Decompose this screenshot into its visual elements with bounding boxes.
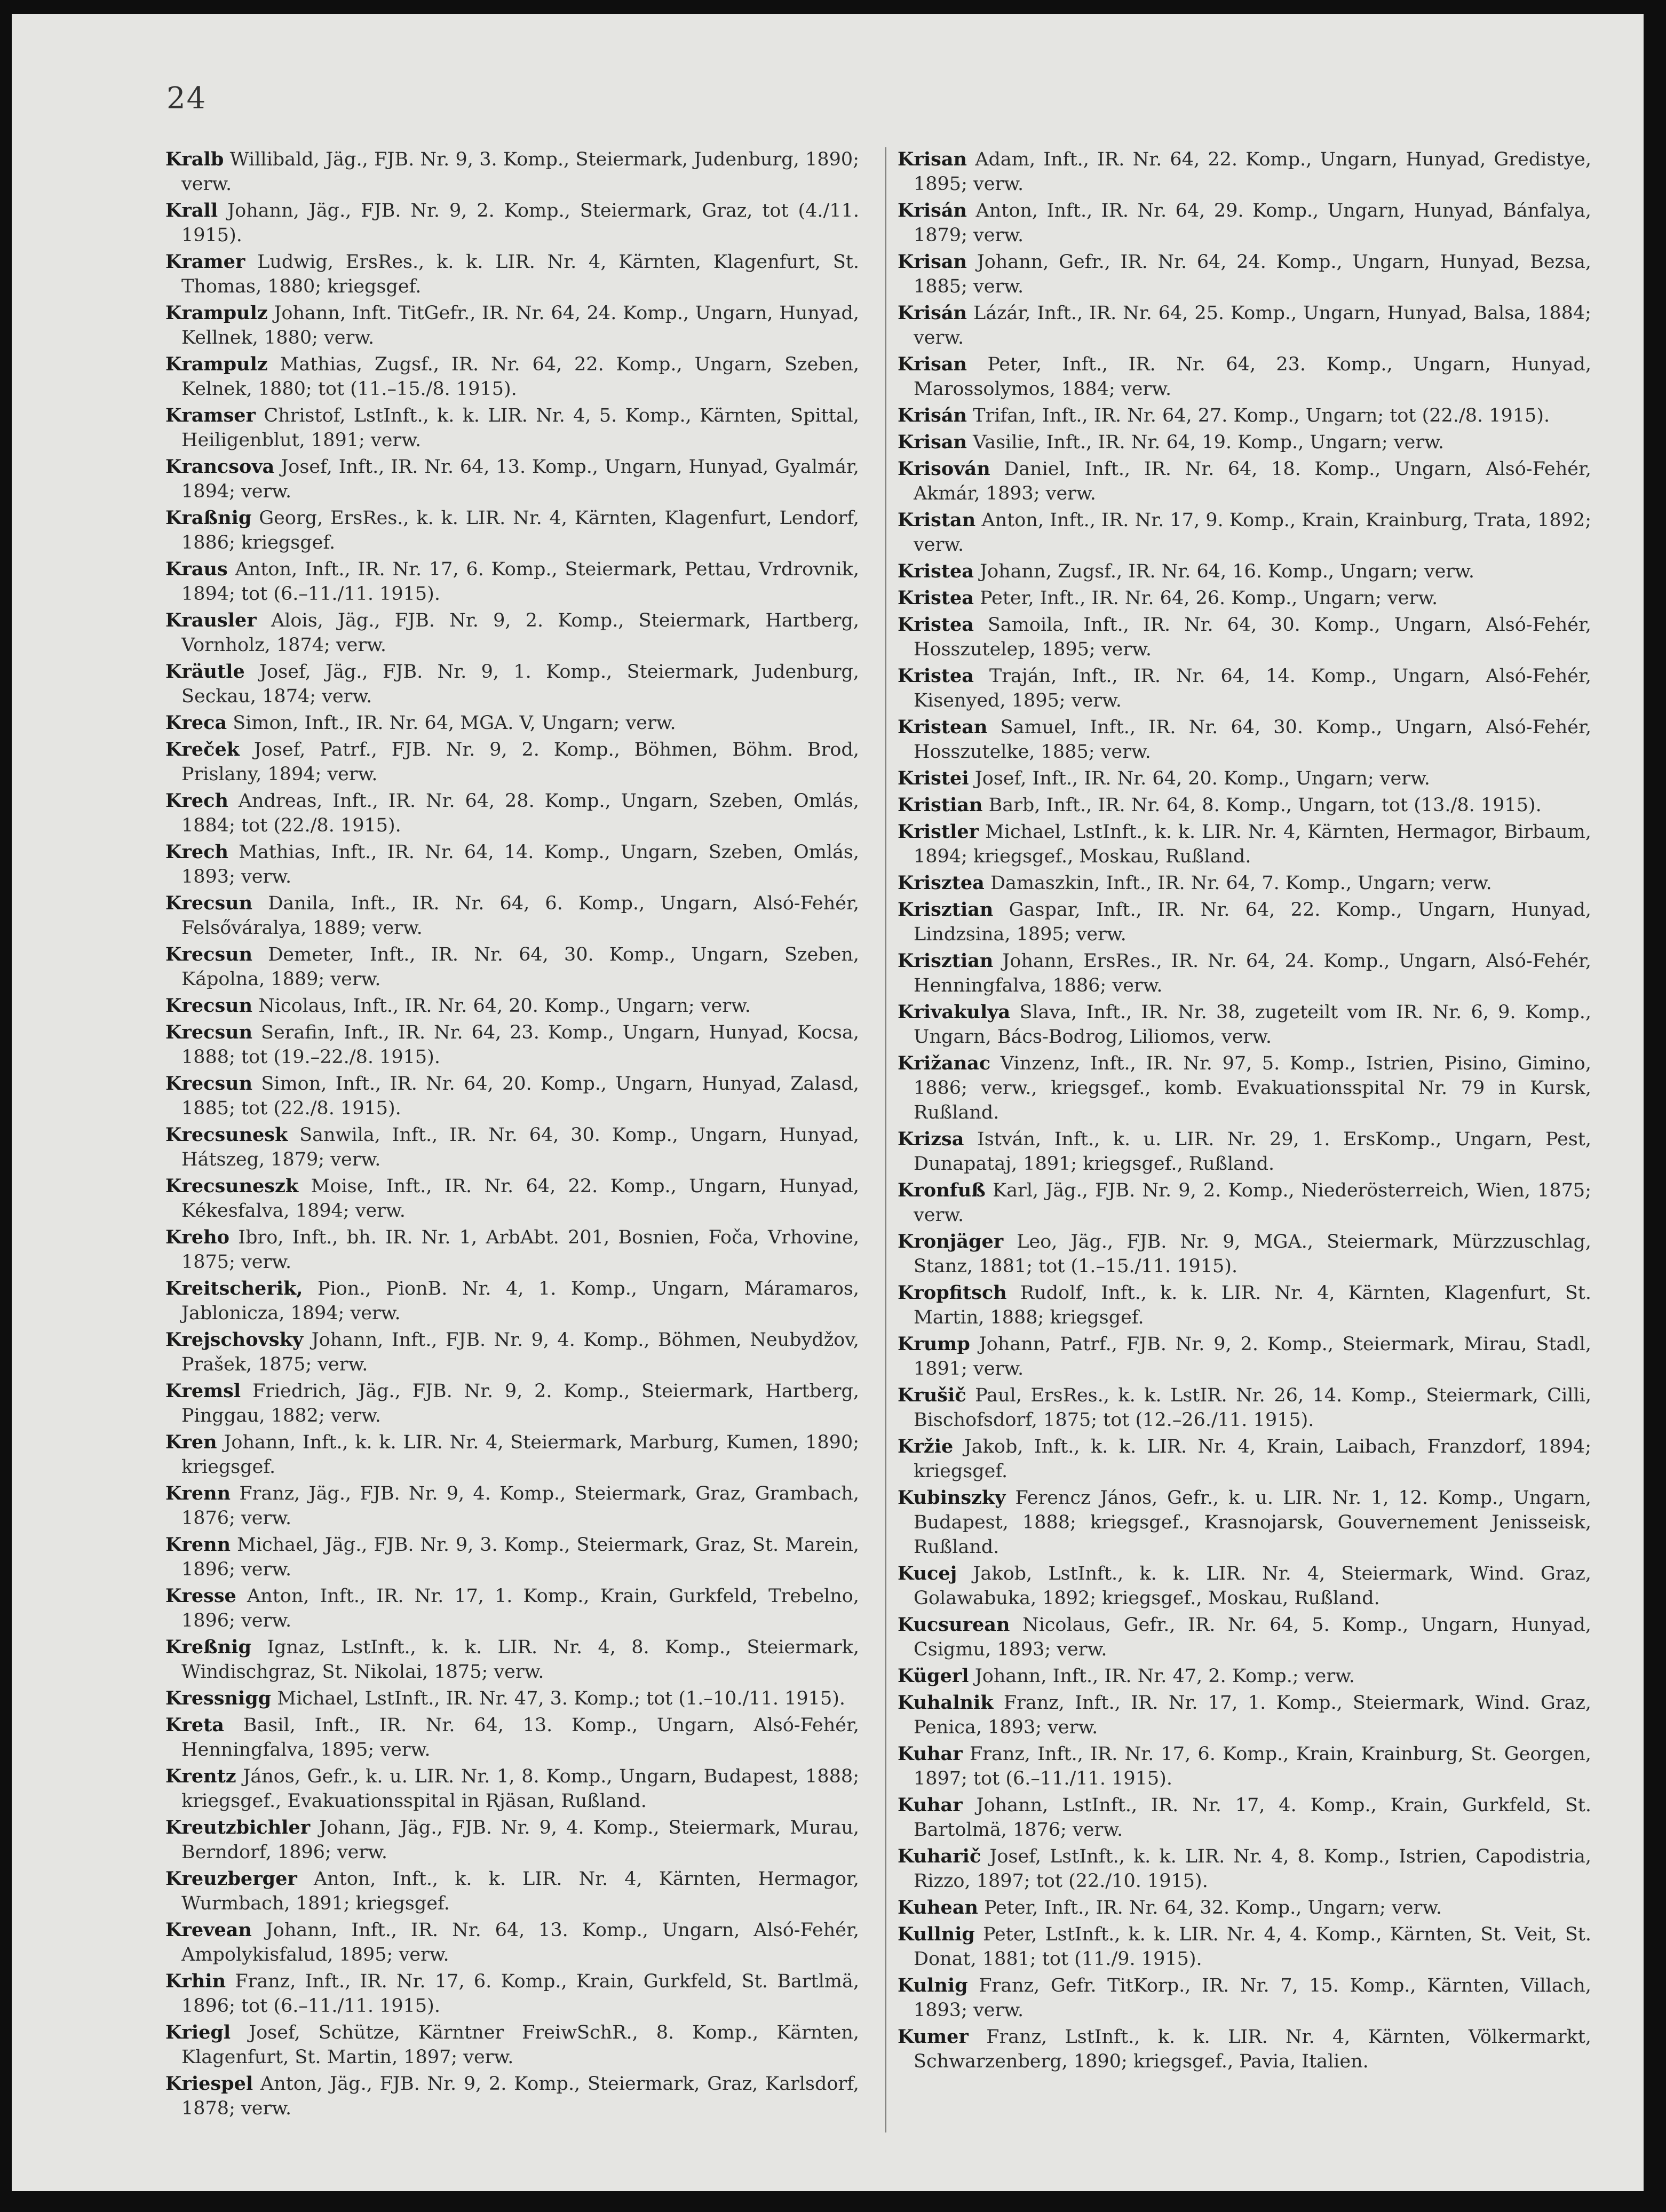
entry-details: Peter, Inft., IR. Nr. 64, 26. Komp., Ungarn; verw. xyxy=(980,588,1438,609)
entry-name: Kreitscherik, xyxy=(165,1278,303,1299)
entry-name: Kreta xyxy=(165,1714,224,1736)
entry-name: Krisán xyxy=(898,302,967,324)
entry-name: Kropfitsch xyxy=(898,1282,1007,1304)
entry-details: Moise, Inft., IR. Nr. 64, 22. Komp., Ungarn, Hunyad, Kékesfalva, 1894; verw. xyxy=(181,1176,859,1222)
entry-name: Krecsun xyxy=(165,892,253,914)
entry-name: Kristian xyxy=(898,794,983,816)
entry-details: Josef, Inft., IR. Nr. 64, 13. Komp., Ungarn, Hunyad, Gyalmár, 1894; verw. xyxy=(181,456,859,502)
entry-name: Kreutzbichler xyxy=(165,1817,311,1838)
entry xyxy=(165,2072,859,2121)
entry-name: Kremsl xyxy=(165,1380,241,1402)
entry-details: Johann, Patrf., FJB. Nr. 9, 2. Komp., Steiermark, Mirau, Stadl, 1891; verw. xyxy=(914,1334,1591,1379)
entry xyxy=(165,2020,859,2070)
entry xyxy=(898,820,1591,869)
entry xyxy=(898,1281,1591,1330)
entry-details: Michael, LstInft., k. k. LIR. Nr. 4, Kärnten, Hermagor, Birbaum, 1894; kriegsgef., Moskau, Rußland. xyxy=(914,821,1591,867)
entry xyxy=(165,840,859,889)
entry-details: Anton, Inft., k. k. LIR. Nr. 4, Kärnten, Hermagor, Wurmbach, 1891; kriegsgef. xyxy=(181,1868,859,1914)
entry-name: Kullnig xyxy=(898,1923,975,1945)
entry-details: Josef, Patrf., FJB. Nr. 9, 2. Komp., Böhmen, Böhm. Brod, Prislany, 1894; verw. xyxy=(181,739,859,785)
entry xyxy=(165,147,859,196)
entry-details: Daniel, Inft., IR. Nr. 64, 18. Komp., Ungarn, Alsó-Fehér, Akmár, 1893; verw. xyxy=(914,458,1591,504)
entry-details: Ferencz János, Gefr., k. u. LIR. Nr. 1, 12. Komp., Ungarn, Budapest, 1888; kriegsgef., Krasnojarsk, Gouvernement Jenisseisk, Rußland. xyxy=(914,1487,1591,1558)
entry-details: Ludwig, ErsRes., k. k. LIR. Nr. 4, Kärnten, Klagenfurt, St. Thomas, 1880; kriegsgef. xyxy=(181,251,859,297)
entry xyxy=(898,1844,1591,1893)
entry-name: Kumer xyxy=(898,2026,969,2048)
entry-details: Johann, Inft., IR. Nr. 47, 2. Komp.; verw. xyxy=(974,1666,1355,1687)
entry-name: Kressnigg xyxy=(165,1687,272,1709)
entry-name: Kristea xyxy=(898,665,974,687)
entry-name: Krisován xyxy=(898,458,990,480)
entry-name: Kristea xyxy=(898,587,974,609)
entry-details: Simon, Inft., IR. Nr. 64, 20. Komp., Ungarn, Hunyad, Zalasd, 1885; tot (22./8. 1915). xyxy=(181,1073,859,1119)
entry xyxy=(898,586,1591,611)
entry-name: Kreca xyxy=(165,712,227,734)
entry-name: Krecsun xyxy=(165,995,253,1017)
entry-details: Georg, ErsRes., k. k. LIR. Nr. 4, Kärnten, Klagenfurt, Lendorf, 1886; kriegsgef. xyxy=(181,508,859,553)
entry-name: Krušič xyxy=(898,1384,966,1406)
entry xyxy=(898,1332,1591,1381)
entry-details: Karl, Jäg., FJB. Nr. 9, 2. Komp., Niederösterreich, Wien, 1875; verw. xyxy=(914,1180,1591,1226)
page-number: 24 xyxy=(166,81,207,116)
entry xyxy=(165,1533,859,1582)
entry-details: Pion., PionB. Nr. 4, 1. Komp., Ungarn, Máramaros, Jablonicza, 1894; verw. xyxy=(181,1278,859,1324)
entry-name: Kuhar xyxy=(898,1794,963,1816)
entry-details: Samoila, Inft., IR. Nr. 64, 30. Komp., Ungarn, Alsó-Fehér, Hosszutelep, 1895; verw. xyxy=(914,614,1591,660)
entry-details: Lázár, Inft., IR. Nr. 64, 25. Komp., Ungarn, Hunyad, Balsa, 1884; verw. xyxy=(914,303,1591,348)
entry-name: Kucej xyxy=(898,1563,957,1584)
entry xyxy=(898,898,1591,947)
entry xyxy=(898,1922,1591,1971)
entry-name: Kristean xyxy=(898,716,988,738)
right-column xyxy=(898,147,1591,2076)
entry xyxy=(165,1277,859,1326)
entry xyxy=(165,660,859,709)
entry xyxy=(165,891,859,940)
entry-details: Friedrich, Jäg., FJB. Nr. 9, 2. Komp., Steiermark, Hartberg, Pinggau, 1882; verw. xyxy=(181,1381,859,1426)
entry xyxy=(898,1973,1591,2023)
entry-name: Krisan xyxy=(898,353,967,375)
entry-details: Johann, LstInft., IR. Nr. 17, 4. Komp., Krain, Gurkfeld, St. Bartolmä, 1876; verw. xyxy=(914,1795,1591,1841)
entry-details: Franz, Gefr. TitKorp., IR. Nr. 7, 15. Komp., Kärnten, Villach, 1893; verw. xyxy=(914,1975,1591,2021)
entry-details: Ibro, Inft., bh. IR. Nr. 1, ArbAbt. 201, Bosnien, Foča, Vrhovine, 1875; verw. xyxy=(181,1227,859,1273)
entry-name: Kuhalnik xyxy=(898,1692,994,1714)
entry xyxy=(898,1561,1591,1611)
entry-details: Mathias, Zugsf., IR. Nr. 64, 22. Komp., Ungarn, Szeben, Kelnek, 1880; tot (11.–15./8. 1915). xyxy=(181,354,859,400)
entry xyxy=(898,1664,1591,1688)
entry-details: Franz, Jäg., FJB. Nr. 9, 4. Komp., Steiermark, Graz, Grambach, 1876; verw. xyxy=(181,1483,859,1529)
entry xyxy=(898,949,1591,998)
entry xyxy=(165,1815,859,1865)
entry-details: Michael, Jäg., FJB. Nr. 9, 3. Komp., Steiermark, Graz, St. Marein, 1896; verw. xyxy=(181,1534,859,1580)
entry xyxy=(898,613,1591,662)
entry-name: Kucsurean xyxy=(898,1614,1010,1636)
entry-name: Krampulz xyxy=(165,353,268,375)
entry-name: Krenn xyxy=(165,1482,231,1504)
entry-name: Kräutle xyxy=(165,661,245,683)
entry-name: Kronjäger xyxy=(898,1231,1004,1252)
entry-name: Krenn xyxy=(165,1534,231,1556)
entry xyxy=(898,1000,1591,1049)
entry-name: Kreuzberger xyxy=(165,1868,297,1890)
entry-details: Paul, ErsRes., k. k. LstIR. Nr. 26, 14. Komp., Steiermark, Cilli, Bischofsdorf, 1875; tot (12.–26./11. 1915). xyxy=(914,1385,1591,1431)
entry-details: Peter, Inft., IR. Nr. 64, 32. Komp., Ungarn; verw. xyxy=(984,1897,1442,1918)
entry xyxy=(898,403,1591,428)
entry xyxy=(165,1764,859,1813)
entry xyxy=(165,711,859,735)
entry-name: Krump xyxy=(898,1333,970,1355)
entry-name: Kramser xyxy=(165,405,256,426)
entry xyxy=(165,789,859,838)
entry-name: Kraus xyxy=(165,558,228,580)
entry xyxy=(898,1051,1591,1125)
entry-details: Johann, Inft., FJB. Nr. 9, 4. Komp., Böhmen, Neubydžov, Prašek, 1875; verw. xyxy=(181,1329,859,1375)
entry-name: Kuhean xyxy=(898,1897,978,1918)
entry xyxy=(898,250,1591,299)
entry-name: Krisán xyxy=(898,405,967,426)
entry-name: Krech xyxy=(165,790,228,812)
entry xyxy=(898,1691,1591,1740)
entry-details: Johann, ErsRes., IR. Nr. 64, 24. Komp., Ungarn, Alsó-Fehér, Henningfalva, 1886; verw. xyxy=(914,950,1591,996)
entry-name: Kralb xyxy=(165,148,224,170)
entry-name: Krecsun xyxy=(165,944,253,965)
entry xyxy=(165,250,859,299)
entry-name: Kren xyxy=(165,1431,217,1453)
entry-details: Sanwila, Inft., IR. Nr. 64, 30. Komp., Ungarn, Hunyad, Hátszeg, 1879; verw. xyxy=(181,1124,859,1170)
entry-name: Kreček xyxy=(165,739,240,760)
entry-name: Krentz xyxy=(165,1765,236,1787)
entry-name: Križanac xyxy=(898,1052,991,1074)
entry xyxy=(165,1174,859,1223)
entry-name: Krausler xyxy=(165,609,257,631)
entry-details: János, Gefr., k. u. LIR. Nr. 1, 8. Komp., Ungarn, Budapest, 1888; kriegsgef., Evakuationsspital in Rjäsan, Rußland. xyxy=(181,1766,859,1812)
entry-name: Krisztian xyxy=(898,899,994,921)
entry xyxy=(165,506,859,555)
entry-details: Damaszkin, Inft., IR. Nr. 64, 7. Komp., Ungarn; verw. xyxy=(990,873,1492,894)
entry xyxy=(898,301,1591,350)
entry-name: Krevean xyxy=(165,1919,252,1941)
entry xyxy=(165,738,859,787)
entry xyxy=(165,994,859,1018)
entry-name: Kuharič xyxy=(898,1845,981,1867)
entry xyxy=(898,2025,1591,2074)
entry-details: Jakob, Inft., k. k. LIR. Nr. 4, Krain, Laibach, Franzdorf, 1894; kriegsgef. xyxy=(914,1436,1591,1482)
entry xyxy=(165,1430,859,1479)
entry-name: Krecsunesk xyxy=(165,1124,288,1146)
entry-details: Josef, Jäg., FJB. Nr. 9, 1. Komp., Steiermark, Judenburg, Seckau, 1874; verw. xyxy=(181,661,859,707)
entry-details: Leo, Jäg., FJB. Nr. 9, MGA., Steiermark, Mürzzuschlag, Stanz, 1881; tot (1.–15./11. 1915). xyxy=(914,1231,1591,1277)
entry-name: Kügerl xyxy=(898,1665,969,1687)
entry-name: Kreßnig xyxy=(165,1636,251,1658)
entry-details: Johann, Inft., k. k. LIR. Nr. 4, Steiermark, Marburg, Kumen, 1890; kriegsgef. xyxy=(181,1432,859,1478)
entry-details: Franz, Inft., IR. Nr. 17, 1. Komp., Steiermark, Wind. Graz, Penica, 1893; verw. xyxy=(914,1692,1591,1738)
entry-name: Kristea xyxy=(898,560,974,582)
entry-name: Kulnig xyxy=(898,1975,968,1996)
left-column xyxy=(165,147,859,2123)
entry-name: Krecsun xyxy=(165,1021,253,1043)
entry-details: Johann, Inft. TitGefr., IR. Nr. 64, 24. Komp., Ungarn, Hunyad, Kellnek, 1880; verw. xyxy=(181,303,859,348)
entry-details: Peter, LstInft., k. k. LIR. Nr. 4, 4. Komp., Kärnten, St. Veit, St. Donat, 1881; tot (11./9. 1915). xyxy=(914,1924,1591,1970)
entry xyxy=(898,508,1591,557)
entry-name: Krecsun xyxy=(165,1073,253,1095)
entry-details: Anton, Jäg., FJB. Nr. 9, 2. Komp., Steiermark, Graz, Karlsdorf, 1878; verw. xyxy=(181,2073,859,2119)
entry xyxy=(898,1486,1591,1559)
entry-name: Kržie xyxy=(898,1436,954,1457)
entry-name: Kresse xyxy=(165,1585,236,1607)
entry-details: Rudolf, Inft., k. k. LIR. Nr. 4, Kärnten, Klagenfurt, St. Martin, 1888; kriegsgef. xyxy=(914,1282,1591,1328)
entry-name: Kriegl xyxy=(165,2021,231,2043)
entry xyxy=(165,403,859,453)
entry-details: Basil, Inft., IR. Nr. 64, 13. Komp., Ungarn, Alsó-Fehér, Henningfalva, 1895; verw. xyxy=(181,1715,859,1761)
entry-name: Kramer xyxy=(165,251,245,273)
entry xyxy=(898,1742,1591,1791)
entry xyxy=(898,430,1591,455)
entry xyxy=(165,608,859,657)
entry xyxy=(898,559,1591,584)
entry-name: Kreho xyxy=(165,1226,229,1248)
entry xyxy=(898,1434,1591,1484)
entry xyxy=(165,1379,859,1428)
entry xyxy=(165,1584,859,1633)
entry-details: Nicolaus, Inft., IR. Nr. 64, 20. Komp., Ungarn; verw. xyxy=(258,995,751,1017)
entry-details: Andreas, Inft., IR. Nr. 64, 28. Komp., Ungarn, Szeben, Omlás, 1884; tot (22./8. 1915). xyxy=(181,790,859,836)
entry-name: Krisztea xyxy=(898,872,985,894)
entry-name: Kristan xyxy=(898,509,976,531)
entry xyxy=(165,1123,859,1172)
entry-name: Kristler xyxy=(898,821,979,843)
entry xyxy=(165,1225,859,1274)
entry xyxy=(165,199,859,248)
entry-name: Krhin xyxy=(165,1970,226,1992)
entry-details: Slava, Inft., IR. Nr. 38, zugeteilt vom IR. Nr. 6, 9. Komp., Ungarn, Bács-Bodrog, Liliomos, verw. xyxy=(914,1002,1591,1048)
entry-details: Christof, LstInft., k. k. LIR. Nr. 4, 5. Komp., Kärnten, Spittal, Heiligenblut, 1891; verw. xyxy=(181,405,859,451)
entry-details: Franz, LstInft., k. k. LIR. Nr. 4, Kärnten, Völkermarkt, Schwarzenberg, 1890; kriegsgef., Pavia, Italien. xyxy=(914,2026,1591,2072)
entry-name: Krisan xyxy=(898,148,967,170)
entry xyxy=(165,352,859,401)
entry-name: Krizsa xyxy=(898,1128,964,1150)
entry-name: Krisan xyxy=(898,251,967,273)
entry-details: Franz, Inft., IR. Nr. 17, 6. Komp., Krain, Krainburg, St. Georgen, 1897; tot (6.–11./11. 1915). xyxy=(914,1743,1591,1789)
entry-details: Alois, Jäg., FJB. Nr. 9, 2. Komp., Steiermark, Hartberg, Vornholz, 1874; verw. xyxy=(181,610,859,656)
entry-details: Josef, LstInft., k. k. LIR. Nr. 4, 8. Komp., Istrien, Capodistria, Rizzo, 1897; tot (22./10. 1915). xyxy=(914,1846,1591,1892)
entry xyxy=(898,793,1591,818)
entry xyxy=(165,301,859,350)
entry-details: Mathias, Inft., IR. Nr. 64, 14. Komp., Ungarn, Szeben, Omlás, 1893; verw. xyxy=(181,842,859,887)
entry-name: Krancsova xyxy=(165,456,275,478)
entry-details: Ignaz, LstInft., k. k. LIR. Nr. 4, 8. Komp., Steiermark, Windischgraz, St. Nikolai, 1875; verw. xyxy=(181,1637,859,1683)
entry-name: Kubinszky xyxy=(898,1487,1006,1509)
entry-details: Simon, Inft., IR. Nr. 64, MGA. V, Ungarn; verw. xyxy=(233,712,676,734)
entry xyxy=(898,1613,1591,1662)
entry xyxy=(165,942,859,992)
entry-details: Michael, LstInft., IR. Nr. 47, 3. Komp.; tot (1.–10./11. 1915). xyxy=(277,1688,845,1709)
entry-details: Josef, Inft., IR. Nr. 64, 20. Komp., Ungarn; verw. xyxy=(974,768,1430,789)
entry-details: Barb, Inft., IR. Nr. 64, 8. Komp., Ungarn, tot (13./8. 1915). xyxy=(988,795,1542,816)
entry xyxy=(898,715,1591,764)
entry-name: Krech xyxy=(165,841,228,863)
entry-details: Anton, Inft., IR. Nr. 17, 9. Komp., Krain, Krainburg, Trata, 1892; verw. xyxy=(914,510,1591,556)
entry-details: Adam, Inft., IR. Nr. 64, 22. Komp., Ungarn, Hunyad, Gredistye, 1895; verw. xyxy=(914,149,1591,195)
entry xyxy=(898,664,1591,713)
entry xyxy=(165,1481,859,1531)
entry-name: Kriespel xyxy=(165,2073,253,2095)
entry-name: Krejschovsky xyxy=(165,1329,304,1351)
entry-details: Serafin, Inft., IR. Nr. 64, 23. Komp., Ungarn, Hunyad, Kocsa, 1888; tot (19.–22./8. 1915). xyxy=(181,1022,859,1068)
entry-name: Krisan xyxy=(898,431,967,453)
entry-details: Vasilie, Inft., IR. Nr. 64, 19. Komp., Ungarn; verw. xyxy=(973,432,1445,453)
entry xyxy=(898,766,1591,791)
entry xyxy=(165,557,859,606)
entry-details: Johann, Inft., IR. Nr. 64, 13. Komp., Ungarn, Alsó-Fehér, Ampolykisfalud, 1895; verw. xyxy=(181,1920,859,1965)
entry-details: Franz, Inft., IR. Nr. 17, 6. Komp., Krain, Gurkfeld, St. Bartlmä, 1896; tot (6.–11./11. 1915). xyxy=(181,1971,859,2017)
entry xyxy=(165,1686,859,1711)
entry-name: Kristei xyxy=(898,767,969,789)
entry xyxy=(898,147,1591,196)
entry-name: Kronfuß xyxy=(898,1179,986,1201)
entry xyxy=(898,199,1591,248)
entry xyxy=(165,1713,859,1762)
document-page xyxy=(12,14,1644,2191)
entry xyxy=(898,1896,1591,1920)
entry xyxy=(165,1635,859,1684)
entry-name: Krampulz xyxy=(165,302,268,324)
entry-details: Samuel, Inft., IR. Nr. 64, 30. Komp., Ungarn, Alsó-Fehér, Hosszutelke, 1885; verw. xyxy=(914,717,1591,763)
entry-details: Johann, Jäg., FJB. Nr. 9, 2. Komp., Steiermark, Graz, tot (4./11. 1915). xyxy=(181,200,859,246)
entry xyxy=(898,1383,1591,1432)
entry xyxy=(898,457,1591,506)
entry-details: Danila, Inft., IR. Nr. 64, 6. Komp., Ungarn, Alsó-Fehér, Felsőváralya, 1889; verw. xyxy=(181,893,859,939)
entry xyxy=(898,1127,1591,1176)
entry xyxy=(898,871,1591,895)
entry-details: Nicolaus, Gefr., IR. Nr. 64, 5. Komp., Ungarn, Hunyad, Csigmu, 1893; verw. xyxy=(914,1614,1591,1660)
entry xyxy=(165,1867,859,1916)
entry-details: Vinzenz, Inft., IR. Nr. 97, 5. Komp., Istrien, Pisino, Gimino, 1886; verw., kriegsgef., komb. Evakuationsspital Nr. 79 in Kursk, Rußland. xyxy=(914,1053,1591,1123)
entry-details: Anton, Inft., IR. Nr. 17, 1. Komp., Krain, Gurkfeld, Trebelno, 1896; verw. xyxy=(181,1585,859,1631)
entry xyxy=(898,352,1591,401)
entry-details: Demeter, Inft., IR. Nr. 64, 30. Komp., Ungarn, Szeben, Kápolna, 1889; verw. xyxy=(181,944,859,990)
entry-details: Anton, Inft., IR. Nr. 64, 29. Komp., Ungarn, Hunyad, Bánfalya, 1879; verw. xyxy=(914,200,1591,246)
entry-details: Josef, Schütze, Kärntner FreiwSchR., 8. Komp., Kärnten, Klagenfurt, St. Martin, 1897; verw. xyxy=(181,2022,859,2068)
entry-details: Johann, Gefr., IR. Nr. 64, 24. Komp., Ungarn, Hunyad, Bezsa, 1885; verw. xyxy=(914,251,1591,297)
entry-details: Jakob, LstInft., k. k. LIR. Nr. 4, Steiermark, Wind. Graz, Golawabuka, 1892; kriegsgef., Moskau, Rußland. xyxy=(914,1563,1591,1609)
entry-details: Anton, Inft., IR. Nr. 17, 6. Komp., Steiermark, Pettau, Vrdrovnik, 1894; tot (6.–11./11. 1915). xyxy=(181,559,859,605)
entry-details: Johann, Jäg., FJB. Nr. 9, 4. Komp., Steiermark, Murau, Berndorf, 1896; verw. xyxy=(181,1817,859,1863)
entry-details: Gaspar, Inft., IR. Nr. 64, 22. Komp., Ungarn, Hunyad, Lindzsina, 1895; verw. xyxy=(914,899,1591,945)
entry xyxy=(165,455,859,504)
entry-details: Trifan, Inft., IR. Nr. 64, 27. Komp., Ungarn; tot (22./8. 1915). xyxy=(973,405,1550,426)
entry xyxy=(165,1072,859,1121)
entry xyxy=(165,1020,859,1069)
entry-details: Peter, Inft., IR. Nr. 64, 23. Komp., Ungarn, Hunyad, Marossolymos, 1884; verw. xyxy=(914,354,1591,400)
entry-name: Krecsuneszk xyxy=(165,1175,299,1197)
entry-details: Johann, Zugsf., IR. Nr. 64, 16. Komp., Ungarn; verw. xyxy=(980,561,1474,582)
entry xyxy=(165,1328,859,1377)
entry-name: Krall xyxy=(165,200,218,221)
entry-details: Traján, Inft., IR. Nr. 64, 14. Komp., Ungarn, Alsó-Fehér, Kisenyed, 1895; verw. xyxy=(914,665,1591,711)
entry-details: István, Inft., k. u. LIR. Nr. 29, 1. ErsKomp., Ungarn, Pest, Dunapataj, 1891; kriegsgef., Rußland. xyxy=(914,1129,1591,1175)
entry xyxy=(898,1793,1591,1842)
entry-name: Kuhar xyxy=(898,1743,963,1765)
entry-name: Kristea xyxy=(898,614,974,636)
entry-name: Krisztian xyxy=(898,950,994,972)
entry-name: Kraßnig xyxy=(165,507,252,529)
entry-name: Krisán xyxy=(898,200,967,221)
entry xyxy=(165,1969,859,2018)
entry xyxy=(165,1918,859,1967)
entry xyxy=(898,1230,1591,1279)
entry-name: Krivakulya xyxy=(898,1001,1011,1023)
entry-details: Willibald, Jäg., FJB. Nr. 9, 3. Komp., Steiermark, Judenburg, 1890; verw. xyxy=(181,149,859,195)
entry xyxy=(898,1178,1591,1227)
column-divider xyxy=(885,147,886,2132)
